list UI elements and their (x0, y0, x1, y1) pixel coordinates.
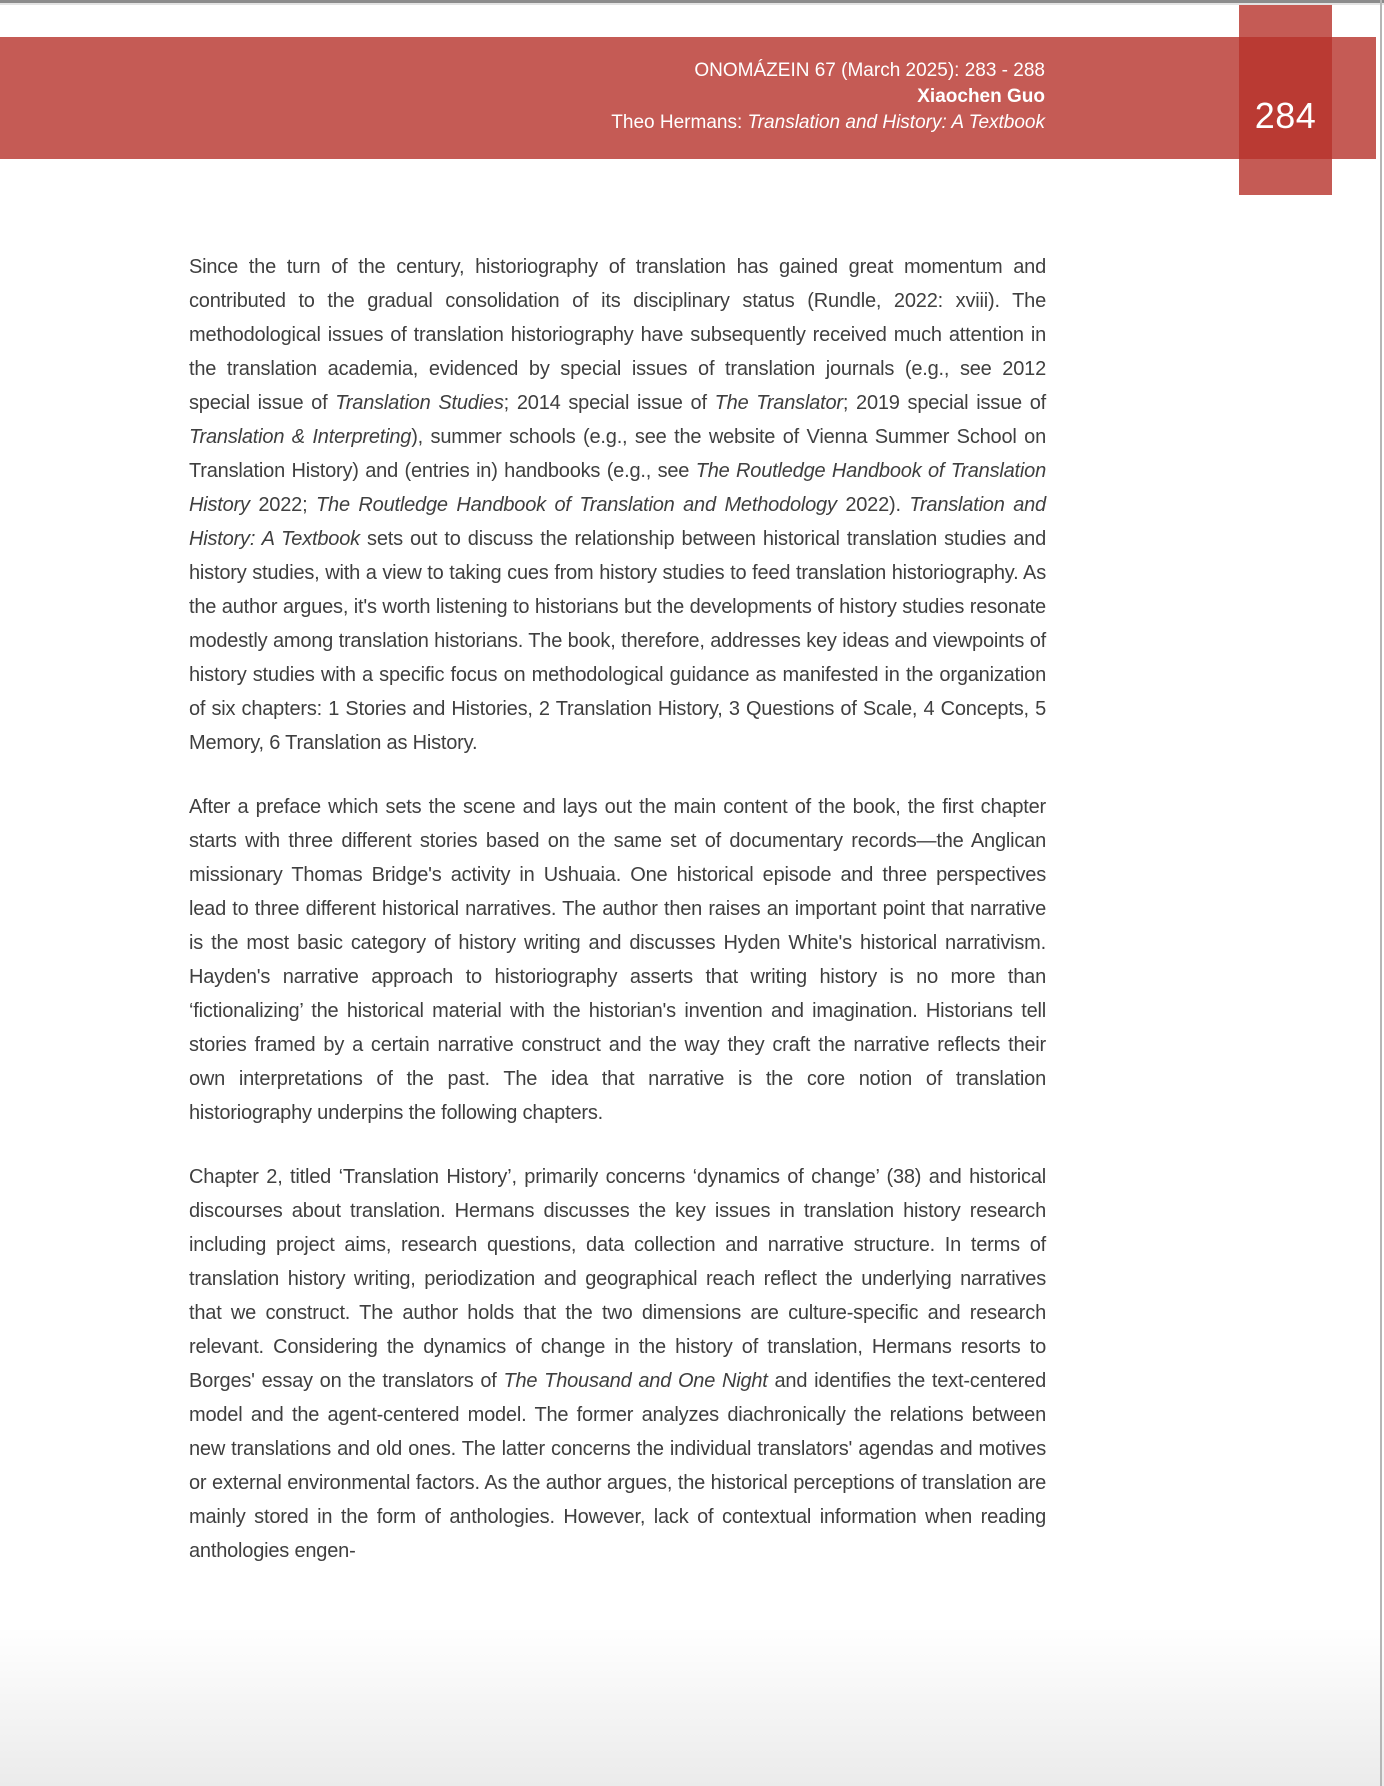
review-title-book: Translation and History: A Textbook (747, 112, 1045, 133)
italic-text-segment: Translation and History: A Textbook (189, 494, 1046, 550)
page-number: 284 (1254, 95, 1317, 136)
page-right-border (1380, 0, 1382, 1786)
italic-text-segment: The Routledge Handbook of Translation and Methodology (316, 494, 837, 516)
article-body (189, 250, 1046, 1598)
text-segment: ), summer schools (e.g., see the website of Vienna Summer School on Translation History) and (entries in) handbooks (e.g., see (189, 426, 1046, 482)
journal-citation: ONOMÁZEIN 67 (March 2025): 283 - 288 (694, 60, 1045, 81)
text-segment: After a preface which sets the scene and lays out the main content of the book, the first chapter starts with three different stories based on the same set of documentary records—the Anglican missionary Thomas Bridge's activity in Ushuaia. One historical episode and three perspectives lead to three different historical narratives. The author then raises an important point that narrative is the most basic category of history writing and discusses Hyden White's historical narrativism. Hayden's narrative approach to historiography asserts that writing history is no more than ‘fictionalizing’ the historical material with the historian's invention and imagination. Historians tell stories framed by a certain narrative construct and the way they craft the narrative reflects their own interpretations of the past. The idea that narrative is the core notion of translation historiography underpins the following chapters. (189, 796, 1046, 1124)
paragraph (189, 790, 1046, 1130)
page-number-box (1239, 3, 1332, 195)
review-title (611, 110, 1045, 136)
text-segment: ; 2019 special issue of (842, 392, 1046, 414)
paragraph (189, 250, 1046, 760)
window-top-edge (0, 0, 1384, 5)
page-header (0, 37, 1045, 159)
text-segment: Since the turn of the century, historiography of translation has gained great momentum and contributed to the gradual consolidation of its disciplinary status (Rundle, 2022: xviii). The methodological issues of translation historiography have subsequently received much attention in the translation academia, evidenced by special issues of translation journals (e.g., see 2012 special issue of (189, 256, 1046, 414)
text-segment: Chapter 2, titled ‘Translation History’, primarily concerns ‘dynamics of change’ (38) and historical discourses about translation. Hermans discusses the key issues in translation history research including project aims, research questions, data collection and narrative structure. In terms of translation history writing, periodization and geographical reach reflect the underlying narratives that we construct. The author holds that the two dimensions are culture-specific and research relevant. Considering the dynamics of change in the history of translation, Hermans resorts to Borges' essay on the translators of (189, 1166, 1046, 1392)
text-segment: and identifies the text-centered model and the agent-centered model. The former analyzes diachronically the relations between new translations and old ones. The latter concerns the individual translators' agendas and motives or external environmental factors. As the author argues, the historical perceptions of translation are mainly stored in the form of anthologies. However, lack of contextual information when reading anthologies engen- (189, 1370, 1047, 1562)
text-segment: 2022; (249, 494, 316, 516)
text-segment: 2022). (836, 494, 910, 516)
italic-text-segment: The Routledge Handbook of Translation History (189, 460, 1046, 516)
paragraph (189, 1160, 1046, 1568)
italic-text-segment: The Translator (714, 392, 843, 414)
author-name: Xiaochen Guo (917, 86, 1045, 107)
text-segment: ; 2014 special issue of (503, 392, 715, 414)
italic-text-segment: Translation & Interpreting (189, 426, 412, 448)
italic-text-segment: The Thousand and One Night (503, 1370, 768, 1392)
page-bottom-shadow (0, 1626, 1384, 1786)
review-title-prefix: Theo Hermans: (611, 112, 748, 133)
italic-text-segment: Translation Studies (335, 392, 504, 414)
text-segment: sets out to discuss the relationship between historical translation studies and history studies, with a view to taking cues from history studies to feed translation historiography. As the author argues, it's worth listening to historians but the developments of history studies resonate modestly among translation historians. The book, therefore, addresses key ideas and viewpoints of history studies with a specific focus on methodological guidance as manifested in the organization of six chapters: 1 Stories and Histories, 2 Translation History, 3 Questions of Scale, 4 Concepts, 5 Memory, 6 Translation as History. (189, 528, 1046, 754)
